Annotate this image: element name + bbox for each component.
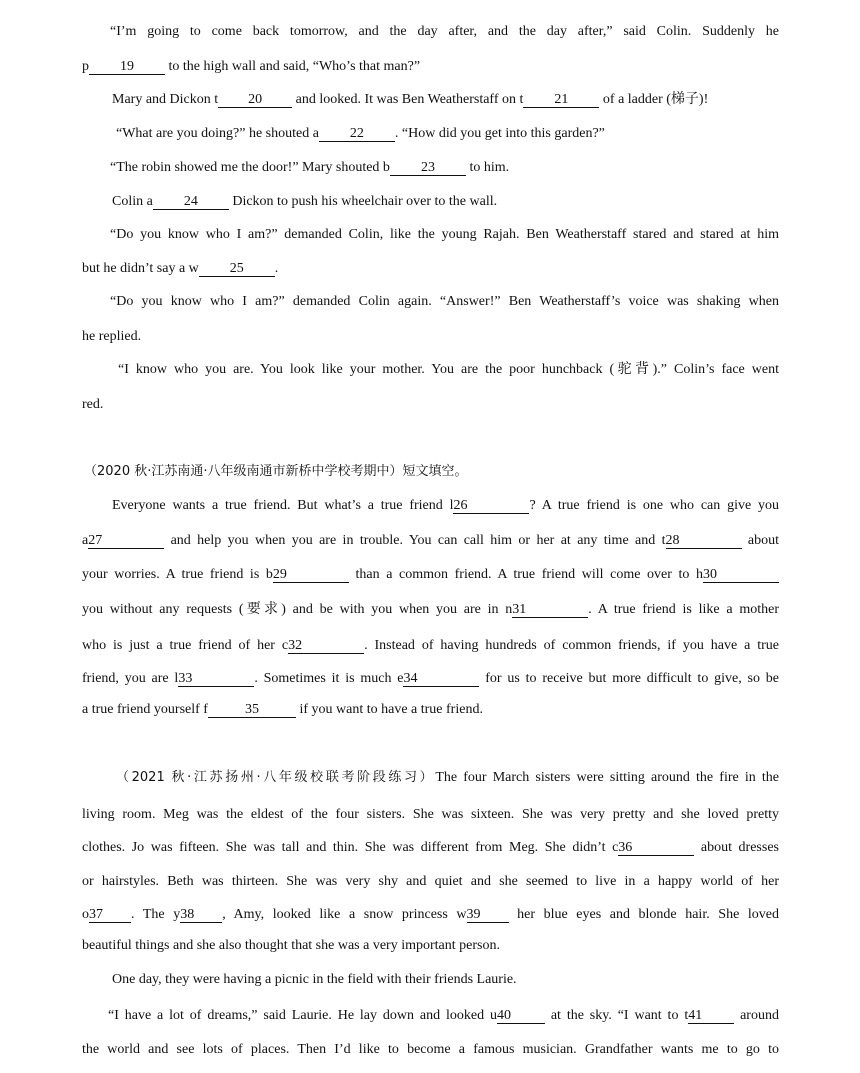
p3-line-4: or hairstyles. Beth was thirteen. She was very shy and quiet and she seemed to live in a happy world of her — [82, 874, 779, 889]
p1-line-8: but he didn’t say a w 25 . — [82, 261, 279, 276]
blank-21[interactable]: 21 — [523, 93, 599, 108]
blank-23[interactable]: 23 — [390, 161, 466, 176]
blank-33[interactable]: 33 — [178, 672, 254, 687]
p1-line-7: “Do you know who I am?” demanded Colin, like the young Rajah. Ben Weatherstaff stared and stared at him — [110, 227, 779, 242]
p2-line-3: your worries. A true friend is b29 than a common friend. A true friend will come over to h30 — [82, 566, 779, 584]
p2-source-label: （2020 秋·江苏南通·八年级南通市新桥中学校考期中）短文填空。 — [84, 464, 468, 479]
blank-30[interactable]: 30 — [703, 568, 779, 583]
p3-source-label: （2021 秋·江苏扬州·八年级校联考阶段练习） — [116, 770, 436, 785]
blank-26[interactable]: 26 — [453, 499, 529, 514]
p1-line-11: “I know who you are. You look like your mother. You are the poor hunchback (驼背).” Colin’s face went — [118, 362, 779, 377]
blank-37[interactable]: 37 — [89, 908, 131, 923]
p1-line-4: “What are you doing?” he shouted a 22 . “How did you get into this garden?” — [116, 126, 605, 141]
blank-31[interactable]: 31 — [512, 603, 588, 618]
blank-24[interactable]: 24 — [153, 195, 229, 210]
blank-36[interactable]: 36 — [618, 841, 694, 856]
p1-line-10: he replied. — [82, 329, 142, 344]
blank-40[interactable]: 40 — [497, 1009, 545, 1024]
p2-line-5: who is just a true friend of her c32 . Instead of having hundreds of common friends, if you have a true — [82, 638, 779, 653]
p2-line-7: a true friend yourself f 35 if you want to have a true friend. — [82, 702, 483, 717]
p3-line-3: clothes. Jo was fifteen. She was tall and thin. She was different from Meg. She didn’t c36 about dresses — [82, 840, 779, 855]
p1-line-2: p 19 to the high wall and said, “Who’s that man?” — [82, 59, 421, 74]
p2-line-4: you without any requests (要求) and be with you when you are in n31 . A true friend is like a mother — [82, 602, 779, 617]
blank-28[interactable]: 28 — [666, 534, 742, 549]
p3-line-1: （2021 秋·江苏扬州·八年级校联考阶段练习）The four March sisters were sitting around the fire in the — [116, 770, 779, 785]
p1-line-5: “The robin showed me the door!” Mary shouted b 23 to him. — [110, 160, 510, 175]
p1-line-1: “I’m going to come back tomorrow, and the day after, and the day after,” said Colin. Suddenly he — [110, 24, 779, 39]
blank-39[interactable]: 39 — [467, 908, 509, 923]
blank-19[interactable]: 19 — [89, 60, 165, 75]
p2-line-1: Everyone wants a true friend. But what’s a true friend l26 ? A true friend is one who can give you — [112, 498, 779, 513]
blank-38[interactable]: 38 — [180, 908, 222, 923]
blank-20[interactable]: 20 — [218, 93, 292, 108]
blank-34[interactable]: 34 — [403, 672, 479, 687]
p2-line-2: a27 and help you when you are in trouble. You can call him or her at any time and t28 about — [82, 533, 779, 548]
p1-line-9: “Do you know who I am?” demanded Colin again. “Answer!” Ben Weatherstaff’s voice was shaking when — [110, 294, 779, 309]
blank-32[interactable]: 32 — [288, 639, 364, 654]
blank-35[interactable]: 35 — [208, 703, 296, 718]
p3-line-7: One day, they were having a picnic in the field with their friends Laurie. — [112, 972, 517, 987]
p3-line-8: “I have a lot of dreams,” said Laurie. He lay down and looked u40 at the sky. “I want to t41 around — [108, 1008, 779, 1023]
blank-29[interactable]: 29 — [273, 568, 349, 583]
p1-line-3: Mary and Dickon t 20 and looked. It was Ben Weatherstaff on t 21 of a ladder (梯子)! — [112, 92, 709, 107]
p2-line-6: friend, you are l33 . Sometimes it is much e34 for us to receive but more difficult to give, so be — [82, 671, 779, 686]
blank-27[interactable]: 27 — [88, 534, 164, 549]
blank-41[interactable]: 41 — [688, 1009, 734, 1024]
p1-line-12: red. — [82, 397, 104, 412]
blank-22[interactable]: 22 — [319, 127, 395, 142]
blank-25[interactable]: 25 — [199, 262, 275, 277]
p3-line-2: living room. Meg was the eldest of the four sisters. She was sixteen. She was very pretty and she loved pretty — [82, 807, 779, 822]
p1-line-6: Colin a 24 Dickon to push his wheelchair over to the wall. — [112, 194, 498, 209]
p3-line-9: the world and see lots of places. Then I’d like to become a famous musician. Grandfather wants me to go to — [82, 1042, 779, 1057]
p3-line-5: o37 . The y38 , Amy, looked like a snow princess w39 her blue eyes and blonde hair. She loved — [82, 907, 779, 922]
p3-line-6: beautiful things and she also thought that she was a very important person. — [82, 938, 500, 953]
